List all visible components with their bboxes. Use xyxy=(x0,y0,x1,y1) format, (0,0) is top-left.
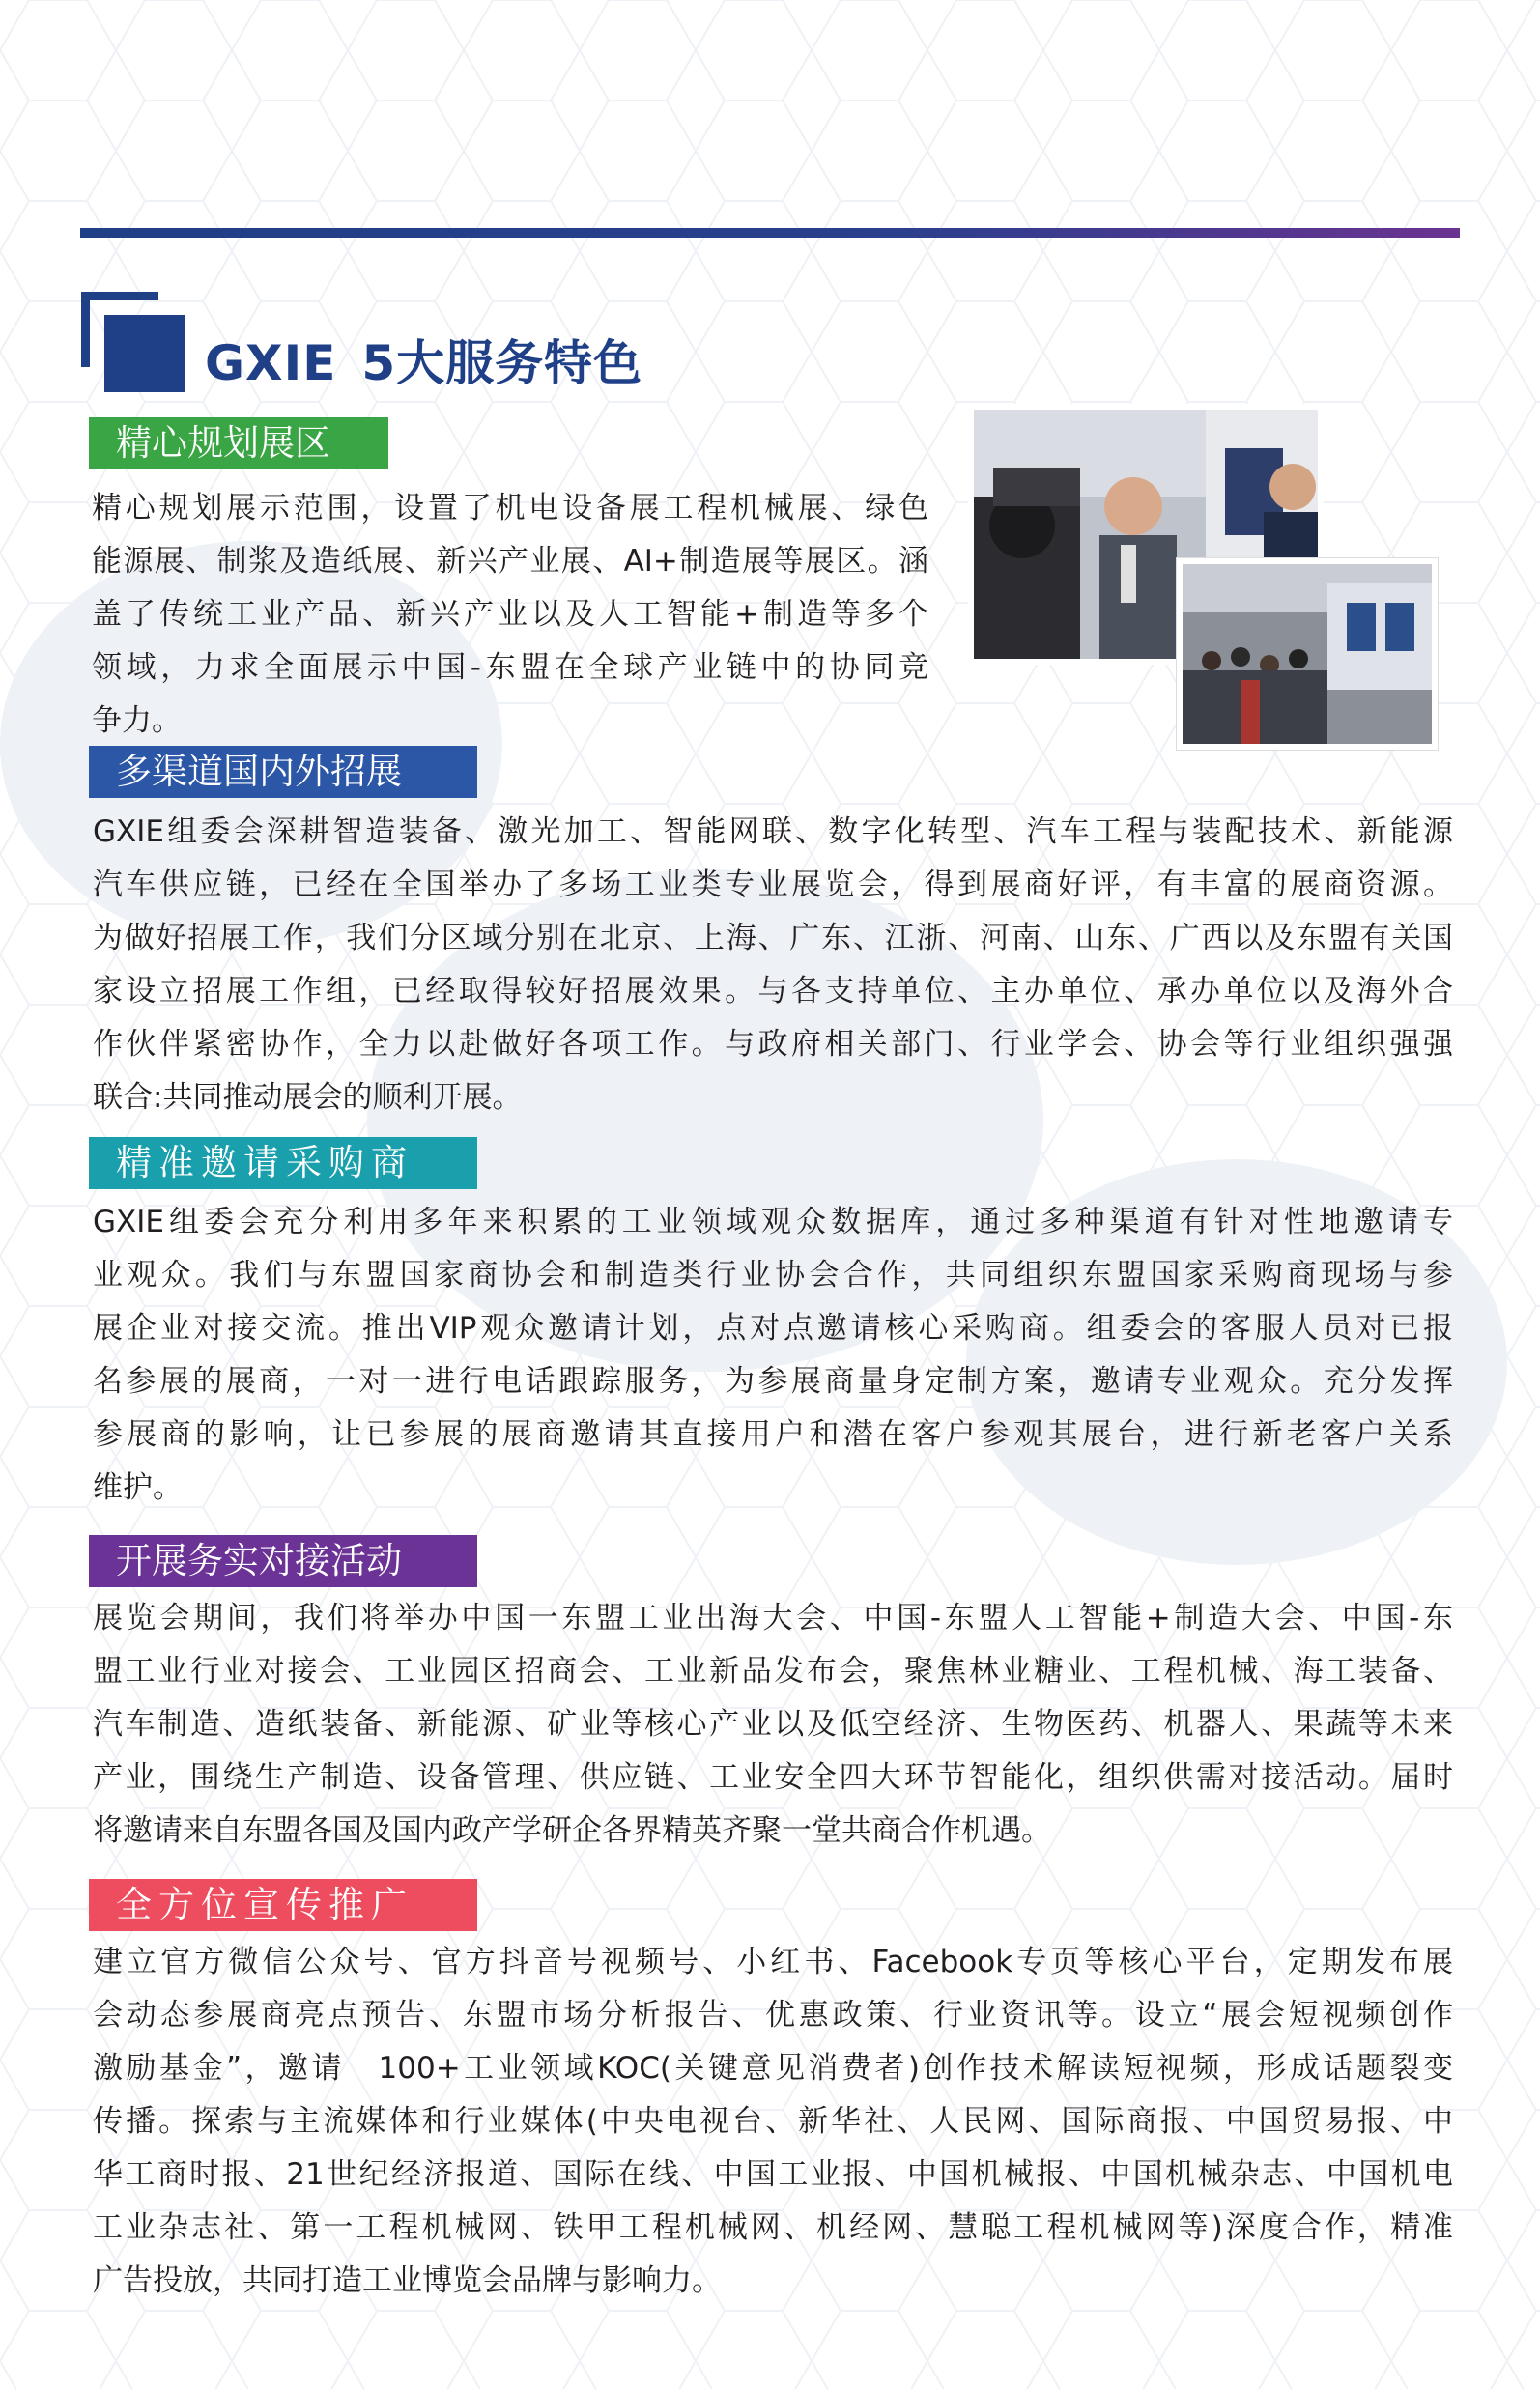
section-tag-recruitment: 多渠道国内外招展 xyxy=(89,746,477,798)
heading-title-text: 5大服务特色 xyxy=(361,335,643,391)
top-divider xyxy=(80,228,1460,238)
page-title xyxy=(205,325,642,394)
section-text-matchmaking: 展览会期间，我们将举办中国一东盟工业出海大会、中国-东盟人工智能+制造大会、中国-东 盟工业行业对接会、工业园区招商会、工业新品发布会，聚焦林业糖业、工程机械、海工装备、 汽车制造、造纸装备、新能源、矿业等核心产业以及低空经济、生物医药、机器人、果蔬等未来 产业，围绕生产制造、设备管理、供应链、工业安全四大环节智能化，组织供需对接活动。届时 将邀请来自东盟各国及国内政产学研企各界精英齐聚一堂共商合作机遇。 xyxy=(93,1601,1453,1848)
heading-brand: GXIE xyxy=(205,335,337,391)
section-text-planning: 精心规划展示范围，设置了机电设备展工程机械展、绿色 能源展、制浆及造纸展、新兴产业展、AI+制造展等展区。涵 盖了传统工业产品、新兴产业以及人工智能+制造等多个 领域，力求全面展示中国-东盟在全球产业链中的协同竞 争力。 xyxy=(92,491,928,738)
section-tag-promotion: 全方位宣传推广 xyxy=(89,1879,477,1931)
heading-square-icon xyxy=(81,292,185,392)
section-text-buyers: GXIE组委会充分利用多年来积累的工业领域观众数据库，通过多种渠道有针对性地邀请专 业观众。我们与东盟国家商协会和制造类行业协会合作，共同组织东盟国家采购商现场与参 展企业对接交流。推出VIP观众邀请计划，点对点邀请核心采购商。组委会的客服人员对已报 名参展的展商，一对一进行电话跟踪服务，为参展商量身定制方案，邀请专业观众。充分发挥 参展商的影响，让已参展的展商邀请其直接用户和潜在客户参观其展台，进行新老客户关系 维护。 xyxy=(93,1205,1453,1505)
section-text-recruitment: GXIE组委会深耕智造装备、激光加工、智能网联、数字化转型、汽车工程与装配技术、新能源 汽车供应链，已经在全国举办了多场工业类专业展览会，得到展商好评，有丰富的展商资源。 为做好招展工作，我们分区域分别在北京、上海、广东、江浙、河南、山东、广西以及东盟有关国 家设立招展工作组，已经取得较好招展效果。与各支持单位、主办单位、承办单位以及海外合 作伙伴紧密协作，全力以赴做好各项工作。与政府相关部门、行业学会、协会等行业组织强强 联合:共同推动展会的顺利开展。 xyxy=(93,814,1453,1115)
section-tag-buyers: 精准邀请采购商 xyxy=(89,1137,477,1189)
section-tag-planning: 精心规划展区 xyxy=(89,417,388,469)
section-text-promotion: 建立官方微信公众号、官方抖音号视频号、小红书、Facebook专页等核心平台，定期发布展 会动态参展商亮点预告、东盟市场分析报告、优惠政策、行业资讯等。设立“展会短视频创作 激励基金”，邀请 100+工业领域KOC(关键意见消费者)创作技术解读短视频，形成话题裂变 传播。探索与主流媒体和行业媒体(中央电视台、新华社、人民网、国际商报、中国贸易报、中 华工商时报、21世纪经济报道、国际在线、中国工业报、中国机械报、中国机械杂志、中国机电 工业杂志社、第一工程机械网、铁甲工程机械网、机经网、慧聪工程机械网等)深度合作，精准 广告投放，共同打造工业博览会品牌与影响力。 xyxy=(93,1945,1453,2298)
section-tag-matchmaking: 开展务实对接活动 xyxy=(89,1535,477,1587)
photo-exhibition-hall xyxy=(1177,558,1438,750)
